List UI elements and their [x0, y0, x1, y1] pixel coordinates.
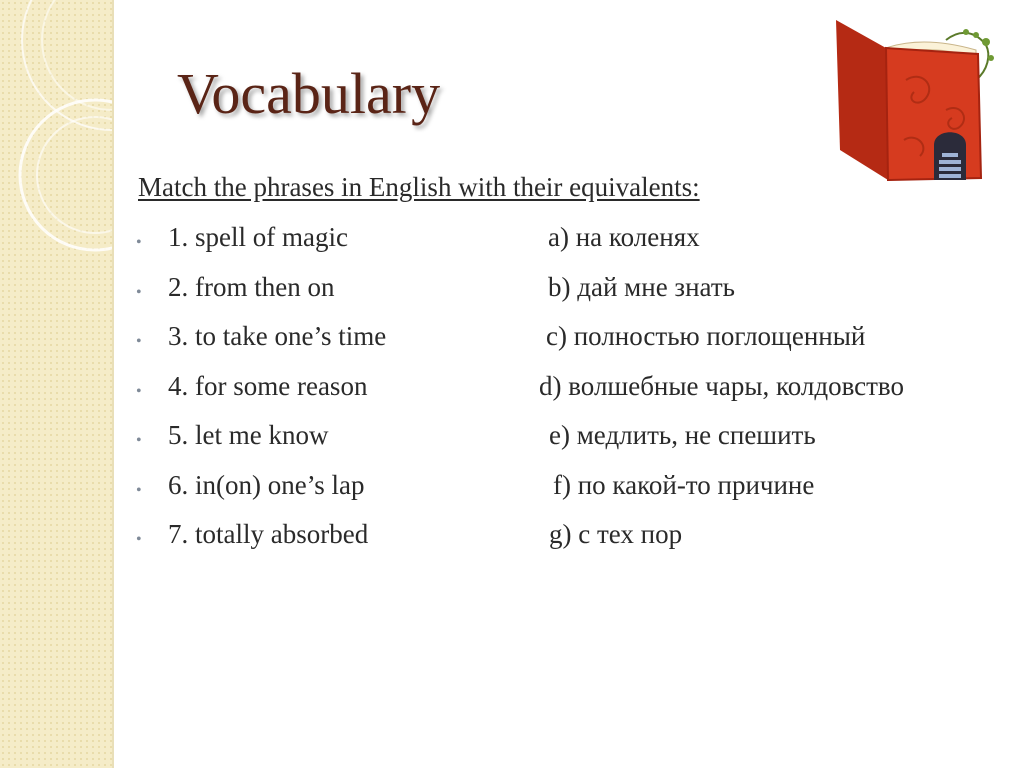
english-phrase: 7. totally absorbed — [168, 519, 369, 549]
russian-equivalent: f) по какой-то причине — [553, 469, 815, 500]
slide-title: Vocabulary — [177, 61, 441, 126]
red-book-icon — [826, 10, 998, 188]
english-phrase: 3. to take one’s time — [168, 321, 387, 351]
vocabulary-list — [136, 222, 1016, 569]
bullet-icon: • — [136, 333, 142, 350]
english-phrase: 4. for some reason — [168, 370, 368, 401]
decor-circles — [0, 0, 112, 768]
russian-equivalent: a) на коленях — [548, 222, 700, 252]
russian-equivalent: e) медлить, не спешить — [549, 420, 816, 450]
list-item — [136, 272, 1016, 322]
russian-equivalent: b) дай мне знать — [548, 271, 735, 302]
bullet-icon: • — [136, 432, 142, 449]
bullet-icon: • — [136, 531, 142, 548]
list-item — [136, 321, 1016, 371]
english-phrase: 6. in(on) one’s lap — [168, 469, 365, 500]
english-phrase: 2. from then on — [168, 271, 335, 302]
russian-equivalent: c) полностью поглощенный — [546, 321, 866, 351]
bullet-icon: • — [136, 382, 142, 400]
list-item — [136, 222, 1016, 272]
bullet-icon: • — [136, 283, 142, 301]
list-item — [136, 470, 1016, 520]
english-phrase: 1. spell of magic — [168, 222, 348, 252]
bullet-icon: • — [136, 481, 142, 499]
list-item — [136, 371, 1016, 421]
list-item — [136, 519, 1016, 569]
bullet-icon: • — [136, 234, 142, 251]
side-decor-panel — [0, 0, 114, 768]
english-phrase: 5. let me know — [168, 420, 329, 450]
russian-equivalent: g) с тех пор — [549, 519, 683, 549]
russian-equivalent: d) волшебные чары, колдовство — [539, 370, 905, 401]
list-item — [136, 420, 1016, 470]
slide-instructions: Match the phrases in English with their equivalents: — [138, 172, 700, 202]
